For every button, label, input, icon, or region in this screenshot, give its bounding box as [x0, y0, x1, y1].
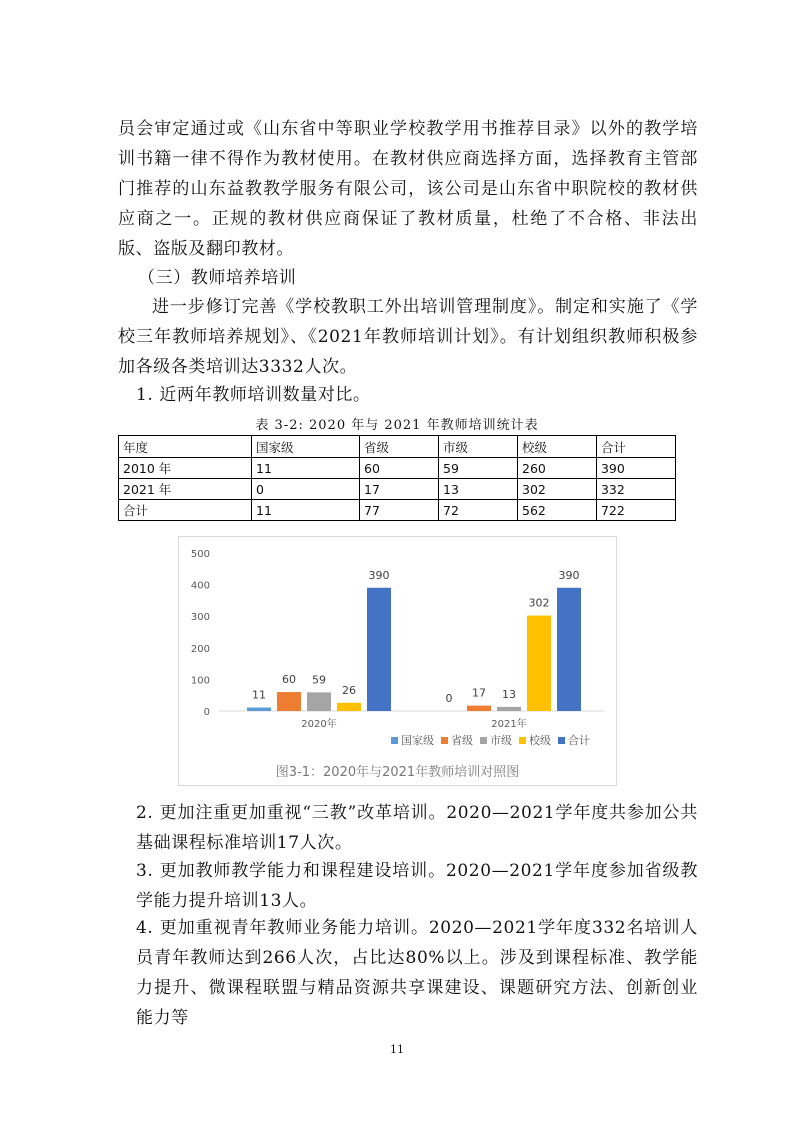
list-item-3-text: 3. 更加教师教学能力和课程建设培训。2020—2021学年度参加省级教学能力提升培训13人。	[136, 861, 698, 911]
table-cell: 11	[252, 500, 360, 521]
table-cell: 60	[360, 458, 439, 479]
y-tick-label: 200	[190, 643, 210, 655]
y-tick-label: 300	[190, 612, 210, 624]
data-label: 13	[502, 687, 516, 701]
data-label: 390	[368, 568, 390, 582]
data-label: 390	[558, 568, 580, 582]
training-stats-table	[118, 435, 676, 521]
table-header-cell: 国家级	[252, 436, 360, 458]
table-cell: 0	[252, 479, 360, 500]
bar	[367, 588, 391, 711]
table-header-cell: 合计	[596, 436, 675, 458]
paragraph-textbook-policy: 员会审定通过或《山东省中等职业学校教学用书推荐目录》以外的教学培训书籍一律不得作为教材使用。在教材供应商选择方面，选择教育主管部门推荐的山东益教教学服务有限公司，该公司是山东省中职院校的教材供应商之一。正规的教材供应商保证了教材质量，杜绝了不合格、非法出版、盗版及翻印教材。	[118, 119, 698, 259]
data-label: 26	[342, 683, 356, 697]
data-label: 17	[472, 686, 486, 700]
page-number: 11	[390, 1043, 404, 1056]
bar	[337, 703, 361, 711]
y-tick-label: 100	[190, 675, 210, 687]
table-cell: 77	[360, 500, 439, 521]
legend-swatch	[558, 737, 565, 744]
x-tick-label: 2020年	[301, 719, 337, 730]
x-tick-label: 2021年	[491, 719, 527, 730]
table-caption: 表 3-2: 2020 年与 2021 年教师培训统计表	[255, 418, 539, 433]
bar	[497, 707, 521, 711]
legend-label: 市级	[490, 734, 512, 747]
table-cell: 722	[596, 500, 675, 521]
table-cell: 11	[252, 458, 360, 479]
data-label: 0	[445, 692, 453, 705]
y-tick-label: 400	[190, 580, 210, 592]
bar	[307, 692, 331, 711]
list-item-4-text: 4. 更加重视青年教师业务能力培训。2020—2021学年度332名培训人员青年教师达到266人次，占比达80%以上。涉及到课程标准、教学能力提升、微课程联盟与精品资源共享课建设、课题研究方法、创新创业能力等	[136, 918, 698, 1028]
table-cell: 72	[439, 500, 518, 521]
table-header-cell: 省级	[360, 436, 439, 458]
list-item-2	[136, 798, 698, 858]
table-cell: 332	[596, 479, 675, 500]
training-comparison-chart	[178, 536, 617, 786]
table-cell: 59	[439, 458, 518, 479]
table-cell: 合计	[119, 500, 252, 521]
legend-swatch	[441, 737, 448, 744]
table-row	[119, 458, 676, 479]
legend-label: 国家级	[401, 734, 434, 747]
bar-chart	[179, 537, 616, 785]
table-cell: 2021 年	[119, 479, 252, 500]
y-tick-label: 500	[190, 549, 210, 560]
list-item-4	[136, 913, 698, 1033]
table-header-cell: 市级	[439, 436, 518, 458]
table-header-cell: 校级	[518, 436, 597, 458]
legend-swatch	[480, 737, 487, 744]
table-cell: 13	[439, 479, 518, 500]
table-cell: 562	[518, 500, 597, 521]
bar	[527, 616, 551, 711]
table-cell: 17	[360, 479, 439, 500]
table-header-cell: 年度	[119, 436, 252, 458]
table-cell: 390	[596, 458, 675, 479]
table-row	[119, 479, 676, 500]
legend-label: 合计	[568, 734, 590, 747]
data-label: 60	[282, 673, 296, 687]
table-cell: 260	[518, 458, 597, 479]
data-label: 11	[252, 688, 266, 702]
list-item-1: 1. 近两年教师培训数量对比。	[136, 385, 371, 405]
legend-label: 省级	[451, 734, 473, 747]
table-header-row	[119, 436, 676, 458]
legend-label: 校级	[529, 734, 551, 747]
bar	[467, 706, 491, 711]
bar	[247, 708, 271, 711]
data-label: 59	[312, 673, 326, 687]
data-label: 302	[528, 596, 550, 610]
paragraph-training-system: 进一步修订完善《学校教职工外出培训管理制度》。制定和实施了《学校三年教师培养规划》、《2021年教师培训计划》。有计划组织教师积极参加各级各类培训达3332人次。	[118, 297, 698, 377]
list-item-2-text: 2. 更加注重更加重视“三教”改革培训。2020—2021学年度共参加公共基础课程标准培训17人次。	[136, 803, 698, 853]
table-cell: 2010 年	[119, 458, 252, 479]
bar	[277, 692, 301, 711]
bar	[557, 588, 581, 711]
table-cell: 302	[518, 479, 597, 500]
table-row	[119, 500, 676, 521]
legend-swatch	[519, 737, 526, 744]
list-item-3	[136, 856, 698, 916]
figure-caption: 图3-1：2020年与2021年教师培训对照图	[275, 765, 520, 780]
section-heading: （三）教师培养培训	[138, 268, 297, 288]
y-tick-label: 0	[203, 707, 210, 718]
legend-swatch	[391, 737, 398, 744]
